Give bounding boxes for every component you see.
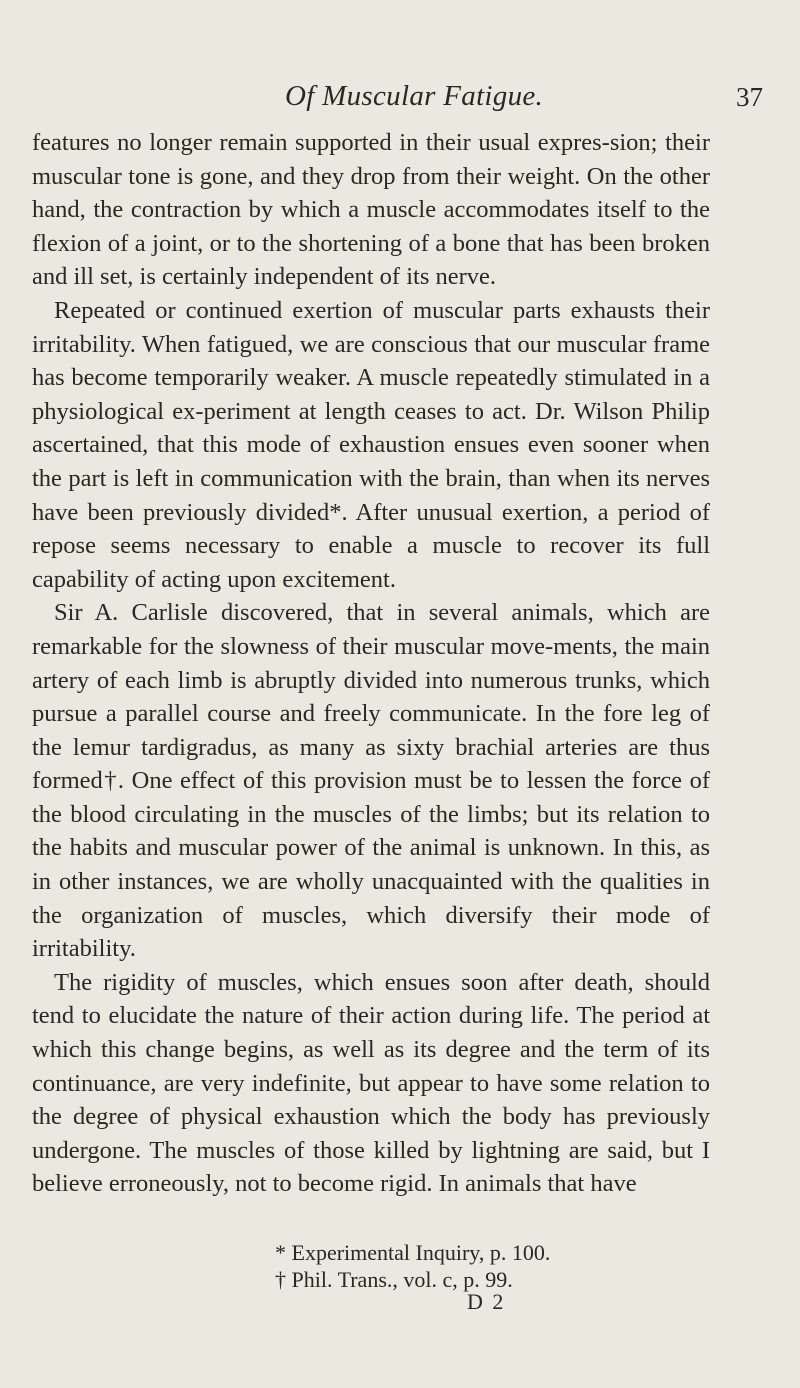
paragraph-2: Repeated or continued exertion of muscular parts exhausts their irritability. When fatigued, we are conscious that our muscular frame has become temporarily weaker. A muscle repeatedly stimulated in a physiological ex-periment at length ceases to act. Dr. Wilson Philip ascertained, that this mode of exhaustion ensues even sooner when the part is left in communication with the brain, than when its nerves have been previously divided*. After unusual exertion, a period of repose seems necessary to enable a muscle to recover its full capability of acting upon excitement. (32, 296, 710, 593)
running-title: Of Muscular Fatigue. (285, 80, 544, 112)
page-number: 37 (736, 82, 763, 112)
paragraph-3: Sir A. Carlisle discovered, that in several animals, which are remarkable for the slowness of their muscular move-ments, the main artery of each limb is abruptly divided into numerous trunks, which pursue a parallel course and freely communicate. In the fore leg of the lemur tardigradus, as many as sixty brachial arteries are thus formed†. One effect of this provision must be to lessen the force of the blood circulating in the muscles of the limbs; but its relation to the habits and muscular power of the animal is unknown. In this, as in other instances, we are wholly unacquainted with the qualities in the organization of muscles, which diversify their mode of irritability. (32, 599, 710, 963)
footnote-1: * Experimental Inquiry, p. 100. (275, 1240, 551, 1265)
signature-mark: D 2 (467, 1289, 506, 1314)
paragraph-1: features no longer remain supported in their usual expres-sion; their muscular tone is gone, and they drop from their weight. On the other hand, the contraction by which a muscle accommodates itself to the flexion of a joint, or to the shortening of a bone that has been broken and ill set, is certainly independent of its nerve. (32, 129, 710, 291)
body-text (32, 126, 710, 1201)
footnote-2: † Phil. Trans., vol. c, p. 99. (275, 1267, 513, 1292)
page-header (0, 80, 800, 120)
paragraph-4: The rigidity of muscles, which ensues soon after death, should tend to elucidate the nature of their action during life. The period at which this change begins, as well as its degree and the term of its continuance, are very indefinite, but appear to have some relation to the degree of physical exhaustion which the body has previously undergone. The muscles of those killed by lightning are said, but I believe erroneously, not to become rigid. In animals that have (32, 968, 710, 1198)
